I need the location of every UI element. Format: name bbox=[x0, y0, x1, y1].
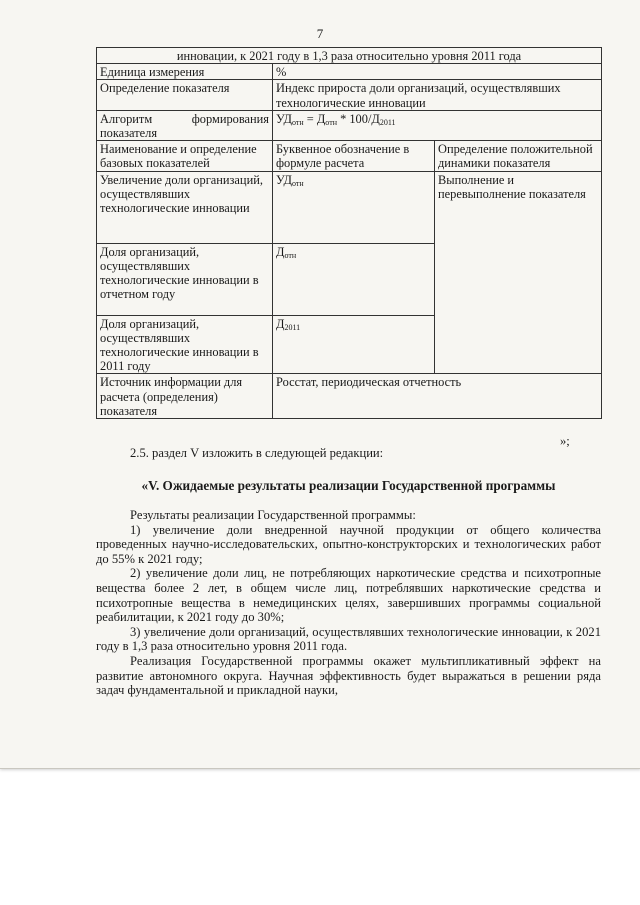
source-value: Росстат, периодическая отчетность bbox=[273, 374, 602, 419]
dynamics-cell: Выполнение и перевыполнение показателя bbox=[435, 171, 602, 374]
row-value: % bbox=[273, 64, 602, 80]
table-row bbox=[97, 64, 602, 80]
row-value: Индекс прироста доли организаций, осуществлявших технологические инновации bbox=[273, 80, 602, 110]
table-header-row bbox=[97, 141, 602, 171]
row-label: Единица измерения bbox=[97, 64, 273, 80]
row-label: Определение показателя bbox=[97, 80, 273, 110]
page-number: 7 bbox=[316, 26, 324, 41]
base-indicator-symbol: $УД_{отн}$ bbox=[273, 171, 435, 243]
section-heading: «V. Ожидаемые результаты реализации Государственной программы bbox=[141, 478, 556, 493]
base-indicator-name: Увеличение доли организаций, осуществлявших технологические инновации bbox=[97, 171, 273, 243]
base-indicator-name: Доля организаций, осуществлявших технологические инновации в отчетном году bbox=[97, 243, 273, 315]
table-top-row bbox=[97, 48, 602, 64]
table-row bbox=[97, 374, 602, 419]
table-row bbox=[97, 171, 602, 243]
result-item-3: 3) увеличение доли организаций, осуществлявших технологические инновации, к 2021 году в 1,3 раза относительно уровня 2011 года. bbox=[96, 624, 601, 654]
result-item-2: 2) увеличение доли лиц, не потребляющих наркотические средства и психотропные вещества более 2 лет, в общем числе лиц, потреблявших наркотические средства и психотропные вещества в немедицинских целях, завершивших программы социальной реабилитации, к 2021 году до 30%; bbox=[96, 566, 601, 625]
results-intro: Результаты реализации Государственной программы: bbox=[130, 508, 416, 522]
header-col3: Определение положительной динамики показателя bbox=[435, 141, 602, 171]
table-row bbox=[97, 110, 602, 140]
formula: $УД_{отн} = Д_{отн} * 100/Д_{2011}$ bbox=[273, 110, 602, 140]
base-indicator-symbol: $Д_{отн}$ bbox=[273, 243, 435, 315]
base-indicator-symbol: $Д_{2011}$ bbox=[273, 315, 435, 374]
table-row bbox=[97, 80, 602, 110]
table-top-text: инновации, к 2021 году в 1,3 раза относительно уровня 2011 года bbox=[97, 48, 602, 64]
source-label: Источник информации для расчета (определения) показателя bbox=[97, 374, 273, 419]
header-col1: Наименование и определение базовых показателей bbox=[97, 141, 273, 171]
effect-paragraph: Реализация Государственной программы окажет мультипликативный эффект на развитие автономного округа. Научная эффективность будет выражаться в решении ряда задач фундаментальной и прикладной науки, bbox=[96, 653, 601, 698]
base-indicator-name: Доля организаций, осуществлявших технологические инновации в 2011 году bbox=[97, 315, 273, 374]
result-item-1: 1) увеличение доли внедренной научной продукции от общего количества проведенных научно-исследовательских, опытно-конструкторских и технологических работ до 55% к 2021 году; bbox=[96, 522, 601, 566]
row-label: Алгоритм формирования показателя bbox=[97, 110, 273, 140]
header-col2: Буквенное обозначение в формуле расчета bbox=[273, 141, 435, 171]
closing-quote: »; bbox=[560, 434, 570, 448]
amendment-paragraph: 2.5. раздел V изложить в следующей редакции: bbox=[130, 446, 384, 460]
body-text bbox=[96, 508, 601, 698]
indicator-table bbox=[96, 47, 602, 419]
